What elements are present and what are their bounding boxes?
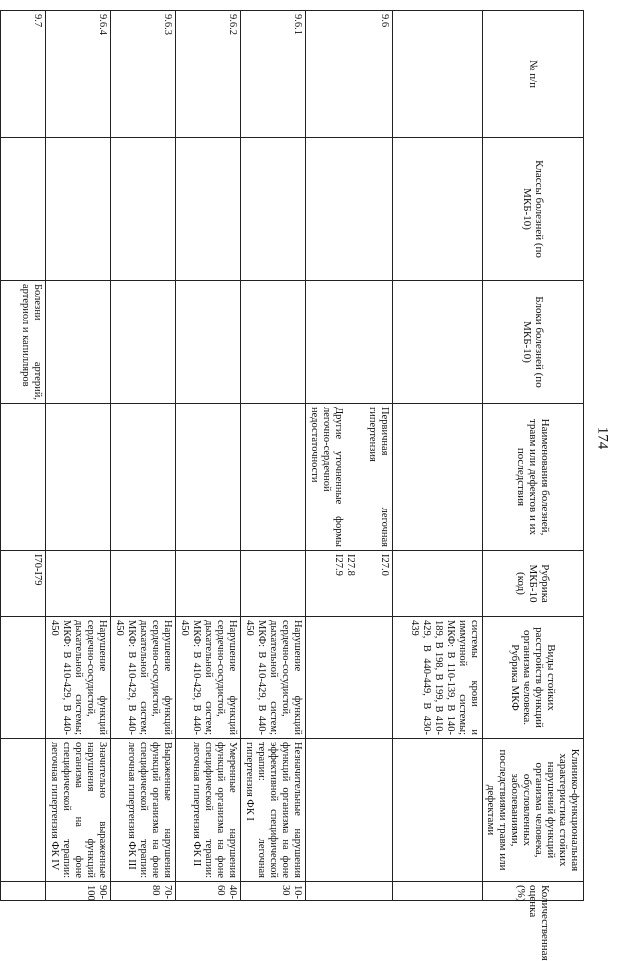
header-num: № п/п bbox=[483, 11, 584, 138]
disease-table bbox=[0, 10, 584, 961]
icd-code: I27.0 bbox=[379, 554, 390, 576]
row-num: 9.6.2 bbox=[176, 11, 241, 138]
disease-name: Другие уточненные формы легочно-сердечной недостаточности bbox=[309, 407, 344, 547]
table-row bbox=[393, 11, 483, 901]
table-row bbox=[111, 11, 176, 901]
row-types: системы крови и иммунной системы; МКФ: В 110-139, В 140-189, В 198, В 199, В 410-429, В 440-449, В 430-439 bbox=[393, 617, 483, 739]
row-code: I70-I79 bbox=[1, 551, 46, 617]
row-codes bbox=[306, 551, 393, 617]
header-row bbox=[483, 11, 584, 901]
row-num: 9.6.3 bbox=[111, 11, 176, 138]
row-types: Нарушение функций сердечно-сосудистой, дыхательной систем; МКФ: В 410-429, В 440-450 bbox=[241, 617, 306, 739]
row-types: Нарушение функций сердечно-сосудистой, дыхательной систем; МКФ: В 410-429, В 440-450 bbox=[176, 617, 241, 739]
row-names bbox=[0, 404, 1, 551]
row-codes bbox=[0, 551, 1, 617]
header-blocks: Блоки болезней (по МКБ-10) bbox=[483, 281, 584, 404]
row-clinical: Незначительные нарушения функций организма на фоне эффективной специфической терапии: легочная гипертензия ФК I bbox=[241, 739, 306, 882]
row-types: Нарушение функций сердечно-сосудистой, дыхательной системы; МКФ: В 410-429, В 440-450 bbox=[46, 617, 111, 739]
row-clinical: Выраженные нарушения функций организма на фоне специфической терапии: легочная гипертензия ФК III bbox=[111, 739, 176, 882]
rotated-table-container bbox=[10, 10, 584, 961]
row-score: 90-100 bbox=[46, 882, 111, 901]
header-types: Виды стойких расстройств функций организма человека. Рубрика МКФ bbox=[483, 617, 584, 739]
row-num: 9.7 bbox=[1, 11, 46, 138]
row-num bbox=[393, 11, 483, 138]
row-score: 70-80 bbox=[111, 882, 176, 901]
disease-name: Первичная легочная гипертензия bbox=[367, 407, 390, 547]
page-number: 174 bbox=[594, 426, 611, 450]
row-score: 10-30 bbox=[241, 882, 306, 901]
row-score: 40-60 bbox=[176, 882, 241, 901]
icd-code: I27.8 bbox=[345, 554, 356, 576]
row-num: 9.6 bbox=[306, 11, 393, 138]
header-score: Количественная оценка (%) bbox=[483, 882, 584, 901]
row-num: 9.6.1 bbox=[241, 11, 306, 138]
row-num bbox=[0, 11, 1, 138]
row-clinical: Значительно выраженные нарушения функций организма на фоне специфической терапии: легочная гипертензия ФК IV bbox=[46, 739, 111, 882]
row-names bbox=[306, 404, 393, 551]
header-names: Наименования болезней, травм или дефектов и их последствия bbox=[483, 404, 584, 551]
table-row bbox=[241, 11, 306, 901]
icd-code: I27.9 bbox=[333, 554, 344, 576]
row-block: Болезни артерий, артериол и капилляров bbox=[1, 281, 46, 404]
row-types: Нарушение функций сердечно-сосудистой, дыхательной систем; МКФ: В 410-429, В 440-450 bbox=[111, 617, 176, 739]
header-code: Рубрика МКБ-10 (код) bbox=[483, 551, 584, 617]
table-row bbox=[1, 11, 46, 901]
header-clinical: Клинико-функциональная характеристика стойких нарушений функций организма человека, обусловленных заболеваниями, последствиями травм или дефектами bbox=[483, 739, 584, 882]
header-classes: Классы болезней (по МКБ-10) bbox=[483, 138, 584, 281]
table-row bbox=[176, 11, 241, 901]
table-row bbox=[46, 11, 111, 901]
row-clinical: Умеренные нарушения функций организма на фоне специфической терапии: легочная гипертензия ФК II bbox=[176, 739, 241, 882]
row-num: 9.6.4 bbox=[46, 11, 111, 138]
table-row bbox=[0, 11, 1, 901]
table-row bbox=[306, 11, 393, 901]
